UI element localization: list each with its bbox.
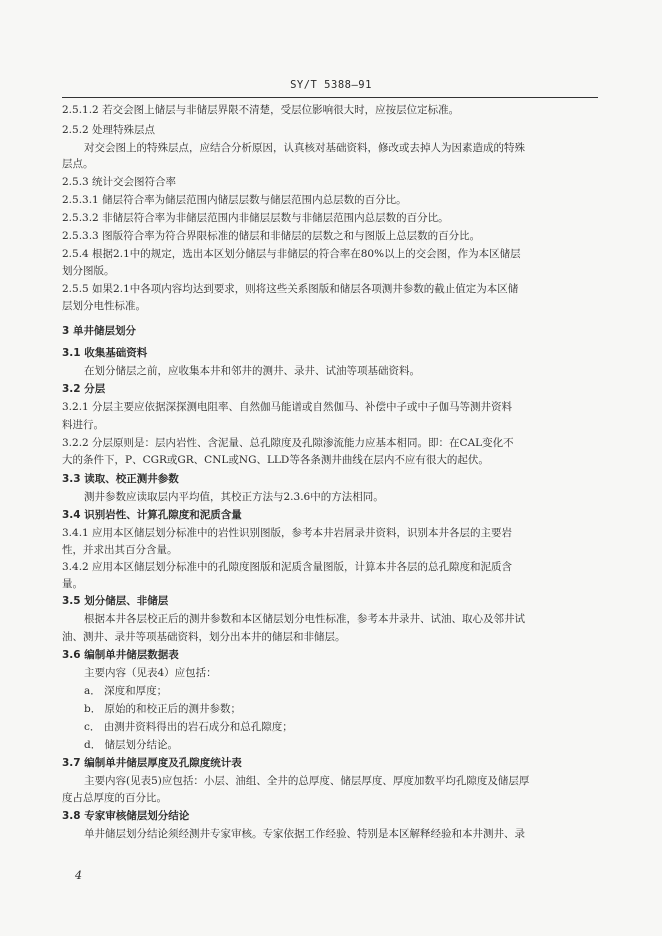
list-item: a． 深度和厚度； — [84, 685, 168, 697]
text-line: 3.4.1 应用本区储层划分标准中的岩性识别图版，参考本井岩屑录井资料，识别本井各层的主要岩 — [62, 527, 513, 539]
text-line: 2.5.1.2 若交会图上储层与非储层界限不清楚，受层位影响很大时，应按层位定标准。 — [62, 104, 460, 116]
text-line: 层点。 — [62, 158, 94, 170]
standard-code-header: SY/T 5388—91 — [290, 79, 372, 91]
section-heading: 3.7 编制单井储层厚度及孔隙度统计表 — [62, 757, 242, 769]
text-line: 性，并求出其百分含量。 — [62, 544, 178, 556]
text-line: 2.5.4 根据2.1中的规定，选出本区划分储层与非储层的符合率在80%以上的交会图，作为本区储层 — [62, 248, 521, 260]
text-line: 划分图版。 — [62, 265, 115, 277]
text-line: 单井储层划分结论须经测井专家审核。专家依据工作经验、特别是本区解释经验和本井测井、录 — [84, 828, 525, 840]
text-line: 量。 — [62, 578, 83, 590]
text-line: 主要内容（见表4）应包括： — [84, 667, 217, 679]
text-line: 料进行。 — [62, 419, 104, 431]
text-line: 主要内容(见表5)应包括：小层、油组、全井的总厚度、储层厚度、厚度加数平均孔隙度及储层厚 — [84, 775, 530, 787]
section-heading: 3.8 专家审核储层划分结论 — [62, 810, 190, 822]
text-line: 3.2.2 分层原则是：层内岩性、含泥量、总孔隙度及孔隙渗流能力应基本相同。即：在CAL变化不 — [62, 437, 514, 449]
header-rule — [62, 97, 598, 98]
text-line: 对交会图上的特殊层点，应结合分析原因，认真核对基础资料，修改或去掉人为因素造成的特殊 — [84, 142, 525, 154]
text-line: 度占总厚度的百分比。 — [62, 792, 167, 804]
section-heading: 3.4 识别岩性、计算孔隙度和泥质含量 — [62, 509, 242, 521]
text-line: 2.5.5 如果2.1中各项内容均达到要求，则将这些关系图版和储层各项测井参数的截止值定为本区储 — [62, 283, 519, 295]
text-line: 层划分电性标准。 — [62, 300, 146, 312]
text-line: 2.5.3.3 图版符合率为符合界限标准的储层和非储层的层数之和与图版上总层数的百分比。 — [62, 230, 481, 242]
text-line: 2.5.3.2 非储层符合率为非储层范围内非储层层数与非储层范围内总层数的百分比。 — [62, 212, 449, 224]
text-line: 2.5.3.1 储层符合率为储层范围内储层层数与储层范围内总层数的百分比。 — [62, 194, 407, 206]
section-heading: 3.5 划分储层、非储层 — [62, 595, 169, 607]
text-line: 2.5.2 处理特殊层点 — [62, 124, 156, 136]
text-line: 油、测井、录井等项基础资料，划分出本井的储层和非储层。 — [62, 631, 346, 643]
text-line: 根据本井各层校正后的测井参数和本区储层划分电性标准，参考本井录井、试油、取心及邻井试 — [84, 613, 525, 625]
section-heading: 3.2 分层 — [62, 383, 106, 395]
page-number: 4 — [75, 869, 82, 882]
section-heading: 3.1 收集基础资料 — [62, 347, 148, 359]
section-heading: 3.6 编制单井储层数据表 — [62, 649, 179, 661]
list-item: c． 由测井资料得出的岩石成分和总孔隙度； — [84, 721, 293, 733]
list-item: b． 原始的和校正后的测井参数； — [84, 703, 242, 715]
text-line: 3.4.2 应用本区储层划分标准中的孔隙度图版和泥质含量图版，计算本井各层的总孔隙度和泥质含 — [62, 561, 513, 573]
section-heading: 3.3 读取、校正测井参数 — [62, 473, 179, 485]
text-line: 在划分储层之前，应收集本井和邻井的测井、录井、试油等项基础资料。 — [84, 365, 420, 377]
section-heading: 3 单井储层划分 — [62, 325, 136, 337]
list-item: d． 储层划分结论。 — [84, 739, 179, 751]
text-line: 2.5.3 统计交会图符合率 — [62, 176, 177, 188]
text-line: 3.2.1 分层主要应依据深探测电阻率、自然伽马能谱或自然伽马、补偿中子或中子伽马等测井资料 — [62, 401, 513, 413]
text-line: 测井参数应读取层内平均值，其校正方法与2.3.6中的方法相同。 — [84, 491, 384, 503]
text-line: 大的条件下，P、CGR或GR、CNL或NG、LLD等各条测井曲线在层内不应有很大的起伏。 — [62, 454, 489, 466]
